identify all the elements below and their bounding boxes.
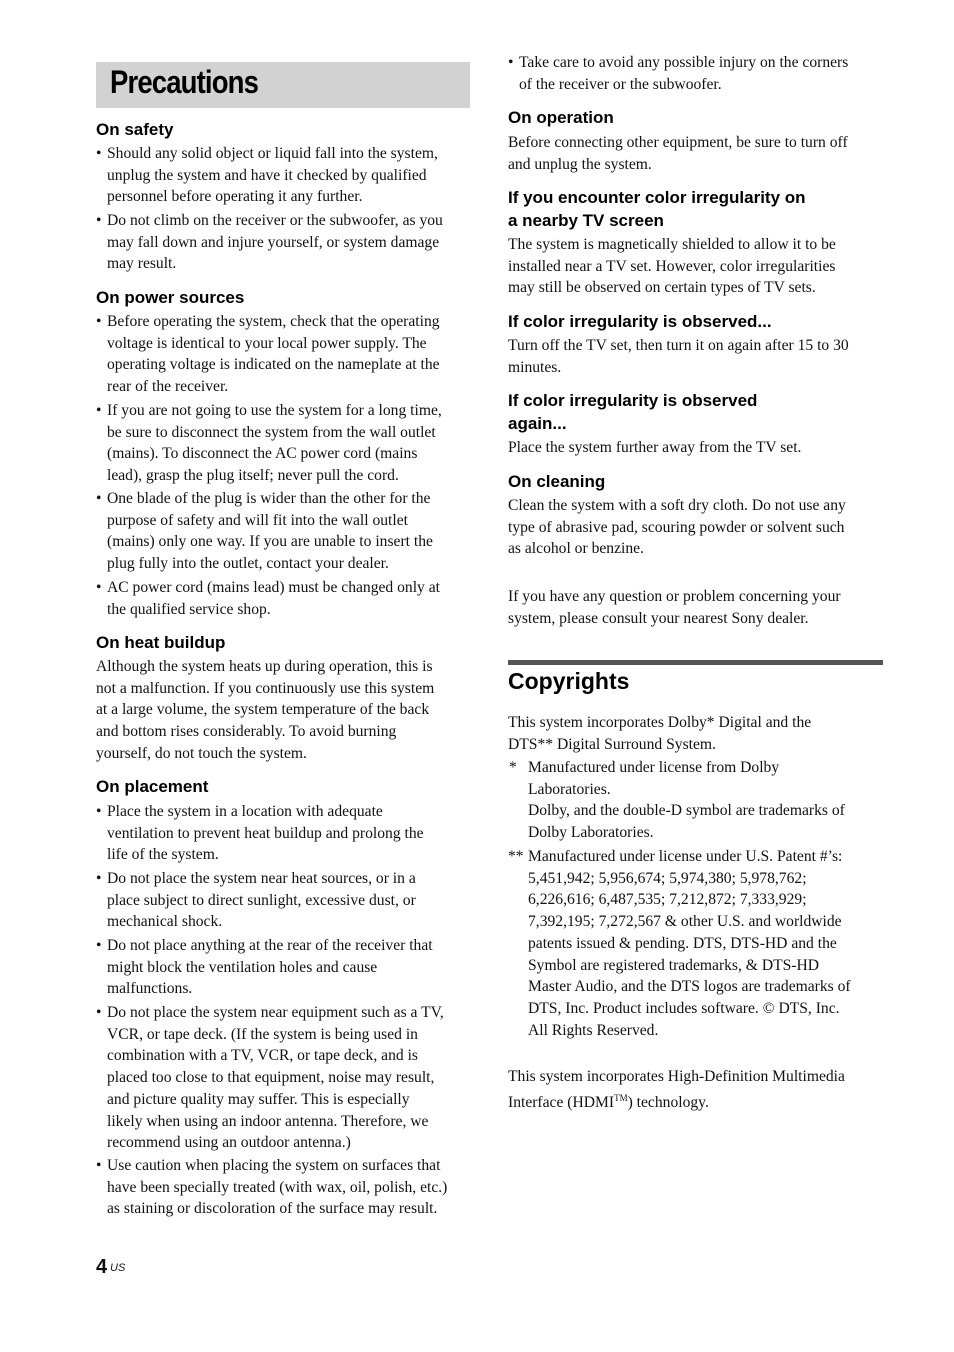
heading-on-power-sources: On power sources (96, 288, 245, 307)
heading-color-observed-again (508, 389, 757, 435)
cleaning-paragraph (508, 495, 846, 560)
text-line: If you are not going to use the system for a long time, (107, 402, 442, 419)
text-line: yourself, do not touch the system. (96, 744, 307, 762)
text-line: Manufactured under license under U.S. Patent #’s: (528, 848, 843, 865)
text-line: mechanical shock. (107, 913, 223, 931)
text-line: If you have any question or problem concerning your (508, 588, 841, 605)
text-line: Do not place anything at the rear of the receiver that (107, 937, 433, 954)
copyrights-intro (508, 712, 811, 755)
color-paragraph (508, 234, 836, 299)
text-line: One blade of the plug is wider than the other for the (107, 490, 431, 507)
text-line: and unplug the system. (508, 155, 652, 173)
heading-on-heat-buildup: On heat buildup (96, 633, 226, 652)
text-line: have been specially treated (with wax, oil, polish, etc.) (107, 1178, 448, 1196)
text-line: type of abrasive pad, scouring powder or solvent such (508, 518, 845, 536)
observed-paragraph (508, 335, 849, 378)
heading-on-safety: On safety (96, 120, 174, 139)
text-line: 5,451,942; 5,956,674; 5,974,380; 5,978,762; (528, 869, 807, 887)
text-line: Do not place the system near heat sources, or in a (107, 870, 416, 887)
text-line: purpose of safety and will fit into the wall outlet (107, 511, 408, 529)
text-line: may result. (107, 255, 177, 273)
text-line: placed too close to that equipment, noise may result, (107, 1069, 435, 1087)
heading-color-observed: If color irregularity is observed... (508, 312, 772, 331)
text-line: a nearby TV screen (508, 211, 664, 230)
text-line: not a malfunction. If you continuously use this system (96, 679, 435, 697)
text-line: Turn off the TV set, then turn it on again after 15 to 30 (508, 337, 849, 354)
trademark-symbol: TM (614, 1092, 628, 1103)
footnote-dts (528, 846, 851, 1041)
text-line: Symbol are registered trademarks, & DTS-HD (528, 956, 820, 974)
text-line: Laboratories. (528, 780, 611, 798)
text-line: Dolby, and the double-D symbol are trademarks of (528, 802, 845, 820)
text-line: and picture quality may suffer. This is especially (107, 1090, 410, 1108)
operation-paragraph (508, 132, 848, 175)
text-line: Before operating the system, check that the operating (107, 313, 440, 330)
heading-color-irregularity (508, 186, 806, 232)
text-line: Do not place the system near equipment such as a TV, (107, 1004, 444, 1021)
text-line: malfunctions. (107, 980, 193, 998)
text-line: Use caution when placing the system on surfaces that (107, 1157, 441, 1174)
text-line: If color irregularity is observed (508, 391, 758, 410)
text-line: This system incorporates Dolby* Digital and the (508, 714, 812, 731)
text-line: may fall down and injure yourself, or system damage (107, 233, 440, 251)
text-line: voltage is identical to your local power supply. The (107, 334, 427, 352)
text-line: the qualified service shop. (107, 600, 271, 618)
text-line: as alcohol or benzine. (508, 540, 644, 558)
text-line: If you encounter color irregularity on (508, 188, 806, 207)
page-number-suffix: US (110, 1262, 126, 1274)
footnote-mark-single: * (509, 759, 517, 776)
text-line: AC power cord (mains lead) must be changed only at (107, 579, 441, 596)
heading-on-cleaning: On cleaning (508, 472, 606, 491)
copyrights-divider (508, 660, 883, 665)
text-line: (mains) only one way. If you are unable to insert the (107, 533, 433, 551)
heat-paragraph (96, 656, 434, 765)
again-paragraph: Place the system further away from the TV set. (508, 439, 802, 456)
text-line: Dolby Laboratories. (528, 824, 654, 842)
text-line: Place the system in a location with adequate (107, 803, 383, 820)
text-line: VCR, or tape deck. (If the system is being used in (107, 1025, 418, 1043)
heading-on-operation: On operation (508, 108, 614, 127)
text-line: Manufactured under license from Dolby (528, 759, 780, 776)
page-number: 4 (96, 1256, 108, 1278)
text-line: minutes. (508, 358, 562, 376)
text-line: as staining or discoloration of the surface may result. (107, 1200, 438, 1218)
text-line: unplug the system and have it checked by qualified (107, 166, 427, 184)
text-line: place subject to direct sunlight, excessive dust, or (107, 891, 416, 909)
text-line: ventilation to prevent heat buildup and prolong the (107, 824, 424, 842)
question-paragraph (508, 586, 841, 629)
text-line: Take care to avoid any possible injury on the corners (519, 54, 849, 71)
text-line: likely when using an indoor antenna. Therefore, we (107, 1112, 429, 1130)
hdmi-paragraph: This system incorporates High-Definition Multimedia Interface (HDMI™) technology. (508, 1068, 845, 1111)
text-line: The system is magnetically shielded to allow it to be (508, 236, 836, 253)
footnote-dolby (528, 757, 845, 844)
footnote-mark-double: ** (508, 848, 524, 865)
text-line: system, please consult your nearest Sony dealer. (508, 609, 809, 627)
text-line: plug fully into the outlet, contact your dealer. (107, 555, 389, 573)
text-line: Should any solid object or liquid fall into the system, (107, 145, 438, 162)
text-line: recommend using an outdoor antenna.) (107, 1134, 351, 1152)
text-line: Do not climb on the receiver or the subwoofer, as you (107, 212, 443, 229)
text-line: life of the system. (107, 846, 219, 864)
text-line: may still be observed on certain types of TV sets. (508, 279, 816, 297)
text-line: DTS** Digital Surround System. (508, 735, 716, 753)
text-line: be sure to disconnect the system from the wall outlet (107, 423, 436, 441)
text-line: Master Audio, and the DTS logos are trademarks of (528, 978, 851, 996)
text-line: DTS, Inc. Product includes software. © DTS, Inc. (528, 999, 840, 1017)
text-line: combination with a TV, VCR, or tape deck, and is (107, 1047, 418, 1065)
text-line: Clean the system with a soft dry cloth. Do not use any (508, 497, 846, 514)
text-line: lead), grasp the plug itself; never pull the cord. (107, 467, 399, 485)
text-line: Before connecting other equipment, be sure to turn off (508, 134, 848, 151)
text-line: rear of the receiver. (107, 378, 229, 396)
text-line: operating voltage is indicated on the nameplate at the (107, 356, 440, 374)
text-line: of the receiver or the subwoofer. (519, 75, 722, 93)
heading-on-placement: On placement (96, 777, 209, 796)
text-line: 6,226,616; 6,487,535; 7,212,872; 7,333,929; (528, 891, 807, 909)
text-line: (mains). To disconnect the AC power cord (mains (107, 445, 418, 463)
text-line: and bottom rises considerably. To avoid burning (96, 723, 397, 741)
text-line: Although the system heats up during operation, this is (96, 658, 433, 675)
text-line: might block the ventilation holes and cause (107, 958, 378, 976)
text-line: patents issued & pending. DTS, DTS-HD and the (528, 934, 837, 952)
text-line: at a large volume, the system temperature of the back (96, 701, 430, 719)
text-line: personnel before operating it any further. (107, 188, 363, 206)
text-line: installed near a TV set. However, color irregularities (508, 257, 836, 275)
page-title: Precautions (110, 64, 259, 100)
page-title-bar (96, 62, 470, 108)
copyrights-heading: Copyrights (508, 668, 630, 694)
text-line: again... (508, 414, 567, 433)
text-line: All Rights Reserved. (528, 1021, 659, 1039)
text-line: 7,392,195; 7,272,567 & other U.S. and worldwide (528, 913, 842, 931)
